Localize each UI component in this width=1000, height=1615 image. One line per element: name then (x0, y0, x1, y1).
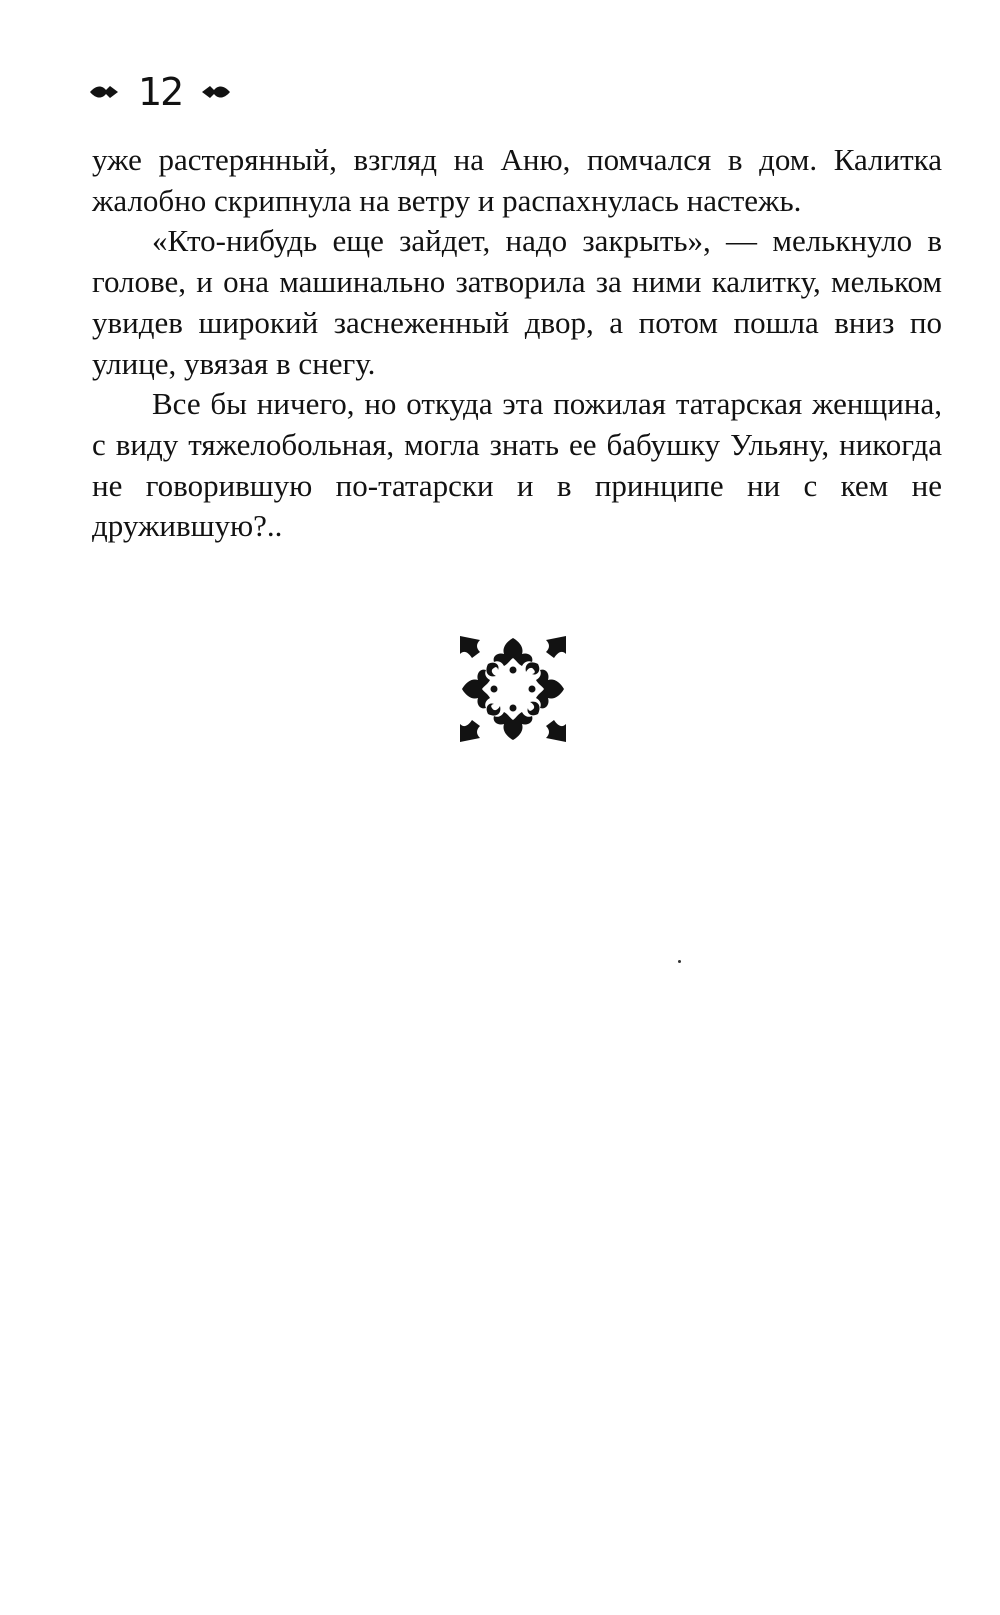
leaf-ornament-icon (88, 82, 120, 102)
print-speck (678, 960, 681, 963)
paragraph: уже растерянный, взгляд на Аню, помчался в дом. Калитка жалобно скрипнула на ветру и распахнулась настежь. (92, 142, 942, 218)
paragraph: «Кто-нибудь еще зайдет, надо закрыть», — мелькнуло в голове, и она машинально затворила за ними калитку, мельком увидев широкий заснеженный двор, а потом пошла вниз по улице, увязая в снегу. (92, 223, 942, 381)
body-text (92, 140, 942, 547)
page-header (88, 64, 232, 120)
tatar-floral-ornament-icon (458, 634, 568, 744)
page-number: 12 (138, 70, 183, 114)
leaf-ornament-icon (200, 82, 232, 102)
paragraph: Все бы ничего, но откуда эта пожилая татарская женщина, с виду тяжелобольная, могла знать ее бабушку Ульяну, никогда не говорившую по-татарски и в принципе ни с кем не дружившую?.. (92, 386, 942, 544)
